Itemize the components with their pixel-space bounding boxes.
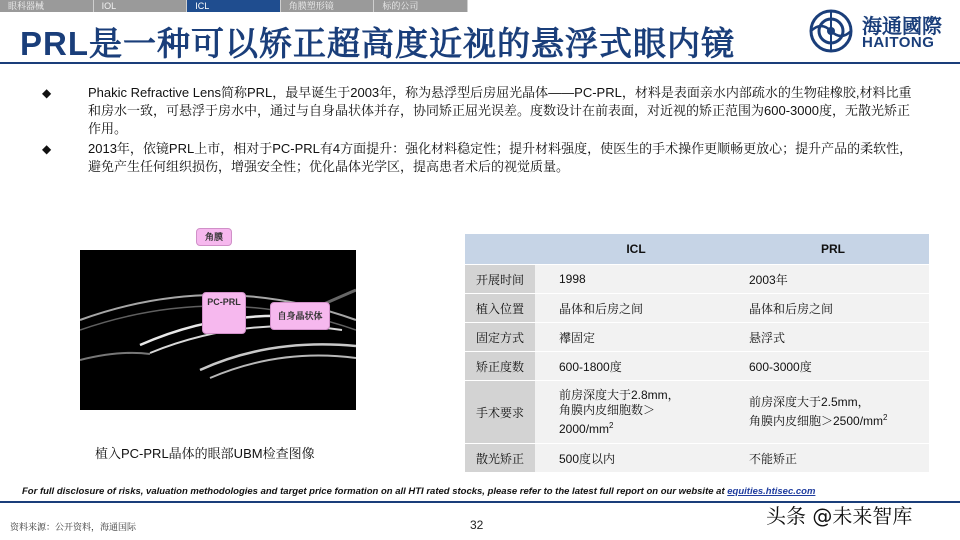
icl-cell: 1998 xyxy=(535,265,737,294)
table-header-row xyxy=(465,234,929,265)
row-label: 固定方式 xyxy=(465,323,535,352)
prl-cell: 不能矫正 xyxy=(737,444,929,473)
icl-req-line1: 前房深度大于2.8mm， xyxy=(559,387,680,402)
icl-cell xyxy=(535,381,737,444)
diamond-bullet-icon: ◆ xyxy=(42,142,52,156)
icl-req-line3: $2000/mm^2$ xyxy=(559,420,614,436)
row-label: 开展时间 xyxy=(465,265,535,294)
header-blank xyxy=(465,234,535,265)
website-link[interactable]: equities.htisec.com xyxy=(727,486,816,497)
prl-req-line1: 前房深度大于2.5mm， xyxy=(749,395,870,409)
page-title: PRL是一种可以矫正超高度近视的悬浮式眼内镜 xyxy=(20,25,735,62)
tab-target-companies[interactable]: 标的公司 xyxy=(374,0,468,12)
row-label: 手术要求 xyxy=(465,381,535,444)
header-prl: PRL xyxy=(737,234,929,265)
icl-prl-comparison-table xyxy=(465,234,929,473)
table-row xyxy=(465,381,929,444)
table-row xyxy=(465,444,929,473)
bullet-item xyxy=(42,84,918,138)
icl-cell: 600-1800度 xyxy=(535,352,737,381)
tab-eye-devices[interactable]: 眼科器械 xyxy=(0,0,94,12)
prl-req-line2: 角膜内皮细胞$>2500/mm^2$ xyxy=(749,413,888,428)
page-number: 32 xyxy=(470,518,484,532)
tab-iol[interactable]: IOL xyxy=(94,0,188,12)
table-row xyxy=(465,352,929,381)
row-label: 植入位置 xyxy=(465,294,535,323)
source-note: 资料来源：公开资料，海通国际 xyxy=(10,522,137,532)
haitong-emblem-icon xyxy=(806,8,856,54)
diamond-bullet-icon: ◆ xyxy=(42,86,52,100)
prl-cell: 2003年 xyxy=(737,265,929,294)
prl-cell: 悬浮式 xyxy=(737,323,929,352)
ubm-figure xyxy=(80,222,356,410)
bullet-item xyxy=(42,140,918,176)
disclosure-text: For full disclosure of risks, valuation methodologies and target price formation on all HTI rated stocks, please refer to the latest full report on our website at equities.htisec.com xyxy=(22,486,816,497)
row-label: 散光矫正 xyxy=(465,444,535,473)
tab-ortho-k[interactable]: 角膜塑形镜 xyxy=(281,0,375,12)
prl-cell xyxy=(737,381,929,444)
title-divider xyxy=(0,62,960,64)
callout-cornea: 角膜 xyxy=(196,228,232,246)
bullet-list xyxy=(42,84,918,178)
logo-text-en: HAITONG xyxy=(862,34,935,51)
bullet-text: Phakic Refractive Lens简称PRL，最早诞生于2003年，称为悬浮型后房屈光晶体——PC-PRL，材料是表面亲水内部疏水的生物硅橡胶,材料比重和房水一致，可悬浮于房水中，通过与自身晶状体并存，协同矫正屈光误差。度数设计在前表面，对近视的矫正范围为600-3000度，无散光矫正作用。 xyxy=(88,85,912,136)
header-icl: ICL xyxy=(535,234,737,265)
tab-icl[interactable]: ICL xyxy=(187,0,281,12)
table-row xyxy=(465,265,929,294)
watermark: 头条 @未来智库 xyxy=(766,504,913,528)
logo-text-cn: 海通國際 xyxy=(862,14,942,38)
icl-cell: 襻固定 xyxy=(535,323,737,352)
table-row xyxy=(465,323,929,352)
figure-caption: 植入PC-PRL晶体的眼部UBM检查图像 xyxy=(95,446,315,461)
icl-req-line2: 角膜内皮细胞数＞ xyxy=(559,402,656,417)
row-label: 矫正度数 xyxy=(465,352,535,381)
section-tabs xyxy=(0,0,468,12)
callout-pc-prl: PC-PRL xyxy=(202,292,246,334)
table-row xyxy=(465,294,929,323)
icl-cell: 500度以内 xyxy=(535,444,737,473)
bullet-text: 2013年，依镜PRL上市，相对于PC-PRL有4方面提升：强化材料稳定性；提升材料强度，使医生的手术操作更顺畅更放心；提升产品的柔软性，避免产生任何组织损伤，增强安全性；优化晶体光学区，提高患者术后的视觉质量。 xyxy=(88,141,913,174)
haitong-logo xyxy=(806,8,956,54)
prl-cell: 晶体和后房之间 xyxy=(737,294,929,323)
prl-cell: 600-3000度 xyxy=(737,352,929,381)
callout-crystalline-lens: 自身晶状体 xyxy=(270,302,330,330)
icl-cell: 晶体和后房之间 xyxy=(535,294,737,323)
